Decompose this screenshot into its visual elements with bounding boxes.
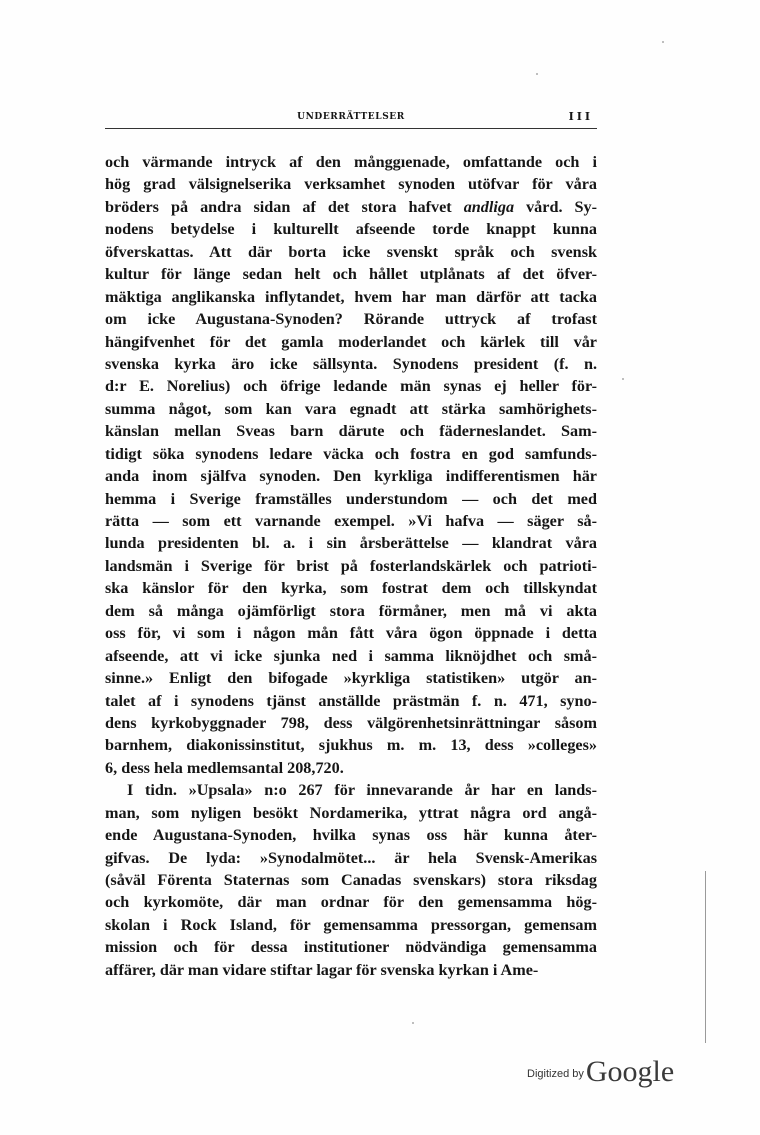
- text-line: talet af i synodens tjänst anställde prästmän f. n. 471, syno-: [105, 691, 597, 710]
- text-line: I tidn. »Upsala» n:o 267 för innevarande år har en lands-: [127, 781, 597, 800]
- text-line: afseende, att vi icke sjunka ned i samma liknöjdhet och små-: [105, 646, 597, 665]
- text-line: skolan i Rock Island, för gemensamma pressorgan, gemensam: [105, 915, 597, 934]
- text-line: känslan mellan Sveas barn därute och fäderneslandet. Sam-: [105, 422, 597, 441]
- text-line: ska känslor för den kyrka, som fostrat dem och tillskyndat: [105, 579, 597, 598]
- text-line: dens kyrkobyggnader 798, dess välgörenhetsinrättningar såsom: [105, 713, 597, 732]
- text-line: sinne.» Enligt den bifogade »kyrkliga statistiken» utgör an-: [105, 669, 597, 688]
- text-line: ende Augustana-Synoden, hvilka synas oss här kunna åter-: [105, 826, 597, 845]
- text-line: bröders på andra sidan af det stora hafvet andliga vård. Sy-: [105, 197, 597, 216]
- scan-speck: [412, 1022, 414, 1024]
- digitized-by-label: Digitized by: [527, 1068, 584, 1080]
- scan-speck: [536, 73, 538, 75]
- text-line: öfverskattas. Att där borta icke svenskt språk och svensk: [105, 242, 597, 261]
- scan-speck: [662, 41, 664, 43]
- text-line: man, som nyligen besökt Nordamerika, yttrat några ord angå-: [105, 803, 597, 822]
- text-line: mäktiga anglikanska inflytandet, hvem har man därför att tacka: [105, 287, 597, 306]
- page-header: [105, 110, 597, 129]
- text-line: anda inom själfva synoden. Den kyrkliga indifferentismen här: [105, 467, 597, 486]
- scan-margin-line: [705, 871, 706, 1043]
- text-line: nodens betydelse i kulturellt afseende torde knappt kunna: [105, 220, 597, 239]
- text-line: hängifvenhet för det gamla moderlandet och kärlek till vår: [105, 332, 597, 351]
- text-line: d:r E. Norelius) och öfrige ledande män synas ej heller för-: [105, 377, 597, 396]
- text-line: summa något, som kan vara egnadt att stärka samhörighets-: [105, 399, 597, 418]
- text-line: rätta — som ett varnande exempel. »Vi hafva — säger så-: [105, 512, 597, 530]
- text-line: kultur för länge sedan helt och hållet utplånats af det öfver-: [105, 265, 597, 284]
- text-line: dem så många ojämförligt stora förmåner, men må vi akta: [105, 601, 597, 620]
- text-line: (såväl Förenta Staternas som Canadas svenskars) stora riksdag: [105, 871, 597, 889]
- body-text: [105, 151, 597, 981]
- scan-speck: [622, 378, 624, 380]
- text-line: hemma i Sverige framställes understundom — och det med: [105, 489, 597, 508]
- digitized-by-google-watermark: [527, 1053, 674, 1087]
- text-line: barnhem, diakonissinstitut, sjukhus m. m. 13, dess »colleges»: [105, 736, 597, 755]
- text-line: lunda presidenten bl. a. i sin årsberättelse — klandrat våra: [105, 534, 597, 553]
- text-line: landsmän i Sverige för brist på fosterlandskärlek och patrioti-: [105, 556, 597, 575]
- text-line: och kyrkomöte, där man ordnar för den gemensamma hög-: [105, 893, 597, 912]
- text-line: 6, dess hela medlemsantal 208,720.: [105, 758, 344, 777]
- text-line: oss för, vi som i någon mån fått våra ögon öppnade i detta: [105, 624, 597, 643]
- google-logo: Google: [585, 1055, 675, 1088]
- page-number: III: [568, 110, 593, 123]
- text-line: hög grad välsignelserika verksamhet synoden utöfvar för våra: [105, 175, 597, 194]
- text-line: och värmande intryck af den månggıenade, omfattande och i: [105, 153, 597, 171]
- text-line: mission och för dessa institutioner nödvändiga gemensamma: [105, 938, 597, 957]
- text-line: affärer, där man vidare stiftar lagar för svenska kyrkan i Ame-: [105, 960, 539, 979]
- text-line: tidigt söka synodens ledare väcka och fostra en god samfunds-: [105, 444, 597, 463]
- text-line: om icke Augustana-Synoden? Rörande uttryck af trofast: [105, 310, 597, 329]
- text-line: gifvas. De lyda: »Synodalmötet... är hela Svensk-Amerikas: [105, 848, 597, 867]
- text-line: svenska kyrka äro icke sällsynta. Synodens president (f. n.: [105, 354, 597, 373]
- running-head: UNDERRÄTTELSER: [297, 112, 405, 122]
